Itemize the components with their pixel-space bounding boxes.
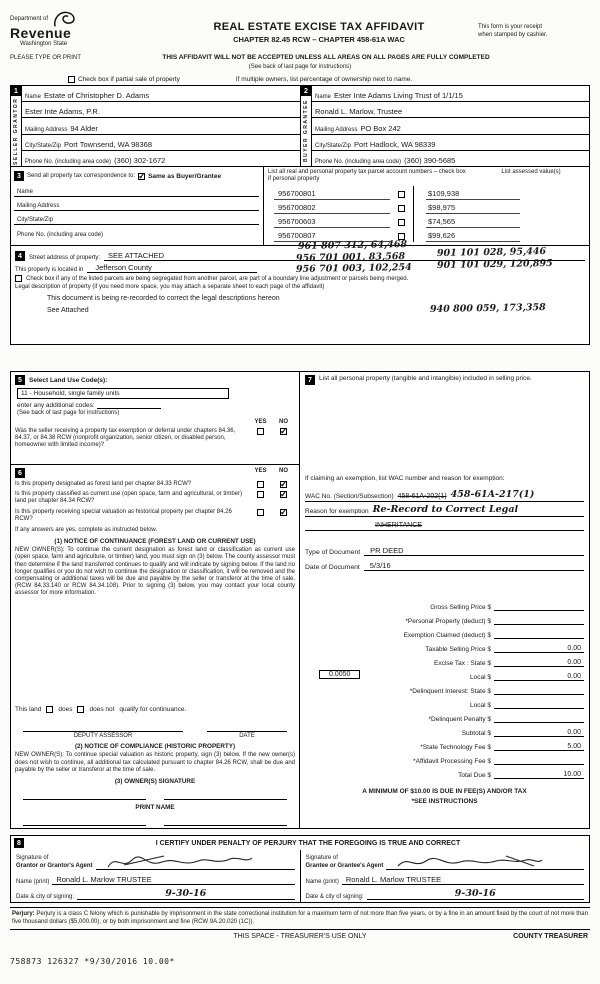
parcel-row (264, 214, 589, 228)
fee-value-field[interactable] (494, 708, 584, 709)
name-print-label: Name (print) (16, 879, 50, 885)
rerecord-note: This document is being re-recorded to correct the legal descriptions hereon (47, 295, 280, 302)
fee-label: *Personal Property (deduct) $ (405, 618, 491, 625)
seller-name-label: Name (25, 94, 42, 101)
seller-mailing-label: Mailing Address (25, 126, 68, 133)
deferral-question: Was the seller receiving a property tax exemption or deferral under chapters 84.36, 84.37, or 84.38 RCW (nonprofit organization, senior citizen, or disabled person, homeowner with limited income)? (15, 428, 236, 449)
legal-description-label: Legal description of property (if you need more space, you may attach a separate sheet to each page of the affidavit) (15, 284, 325, 290)
forest-land-question: Is this property designated as forest land per chapter 84.33 RCW? (15, 481, 192, 487)
revenue-label: Revenue (10, 25, 72, 41)
grantee-name-field[interactable]: Ronald L. Marlow TRUSTEE (342, 875, 584, 885)
grantee-signature-field[interactable] (386, 854, 584, 870)
receipt-note-line1: This form is your receipt (478, 24, 543, 30)
grantor-signature-block (11, 850, 300, 902)
historic-no-checkbox[interactable] (280, 509, 287, 516)
fee-value-field[interactable]: 0.00 (494, 645, 584, 653)
fee-row (305, 765, 584, 779)
date-city-label: Date & city of signing: (16, 894, 75, 900)
additional-codes-row (17, 401, 295, 409)
buyer-city-field[interactable]: Port Hadlock, WA 98339 (354, 139, 436, 149)
fee-row (305, 653, 584, 667)
print-name-title: PRINT NAME (135, 804, 175, 811)
local-rate-box: 0.0050 (319, 670, 360, 679)
wac-label: WAC No. (Section/Subsection) (305, 493, 394, 500)
section6-badge: 6 (15, 468, 25, 478)
wac-field[interactable]: 458-61A-217(1) (450, 489, 535, 500)
seller-city-field[interactable]: Port Townsend, WA 98368 (64, 139, 152, 149)
fee-value-field[interactable]: 0.00 (494, 673, 584, 681)
buyer-phone-label: Phone No. (including area code) (315, 159, 402, 166)
reason-field[interactable]: Re-Record to Correct Legal (372, 504, 519, 515)
current-use-question: Is this property classified as current use (open space, farm and agricultural, or timber) land per chapter 84.34 RCW? (15, 491, 243, 505)
grantee-signature-ink (394, 852, 544, 872)
parcel-numbers-header: List all real and personal property tax parcel account numbers – check box if personal property (268, 169, 466, 183)
buyer-mailing-field[interactable]: PO Box 242 (360, 123, 401, 133)
section5-see-back: (See back of last page for instructions) (17, 410, 120, 416)
fee-value-field[interactable] (494, 764, 584, 765)
fee-value-field[interactable] (494, 624, 584, 625)
perjury-notice (10, 907, 590, 930)
fee-value-field[interactable]: 5.00 (494, 743, 584, 751)
fee-label: Total Due $ (458, 772, 491, 779)
fee-label: *Affidavit Processing Fee $ (413, 758, 491, 765)
buyer-name2-row (312, 102, 589, 118)
personal-property-label: List all personal property (tangible and intangible) included in selling price. (319, 375, 532, 382)
buyer-name-label: Name (315, 94, 332, 101)
buyer-city-label: City/State/Zip (315, 142, 352, 149)
current-use-no-checkbox[interactable] (280, 491, 287, 498)
no-header: NO (279, 419, 288, 425)
deputy-assessor-label: DEPUTY ASSESSOR (73, 733, 133, 740)
buyer-section (300, 85, 590, 167)
fee-row (305, 639, 584, 653)
parcel-row (264, 200, 589, 214)
handwritten-parcel: 901 101 029, 120,895 (436, 257, 553, 272)
personal-property-checkbox[interactable] (398, 205, 405, 212)
segregated-label: Check box if any of the listed parcels are being segregated from another parcel, are part of a boundary line adjustment or parcels being merged. (26, 275, 409, 282)
fee-label: Gross Selling Price $ (430, 604, 491, 611)
date-of-document-field[interactable]: 5/3/16 (364, 561, 584, 571)
minimum-due-note: A MINIMUM OF $10.00 IS DUE IN FEE(S) AND/OR TAX (362, 788, 527, 795)
owner-signature-line[interactable] (23, 789, 146, 800)
parcel-number-field[interactable]: 956700603 (274, 217, 390, 228)
fee-label: Subtotal $ (461, 730, 491, 737)
notice-continuance-title: (1) NOTICE OF CONTINUANCE (FOREST LAND OR CURRENT USE) (54, 538, 256, 546)
parcel-number-field[interactable]: 956700801 (274, 189, 390, 200)
seller-mailing-row (22, 118, 300, 134)
fee-label: Excise Tax : State $ (434, 660, 491, 667)
assessed-value-field[interactable]: $109,938 (426, 189, 520, 200)
fee-row (305, 737, 584, 751)
dept-of-label: Department of (10, 16, 49, 22)
exemption-intro: If claiming an exemption, list WAC number and reason for exemption: (305, 475, 505, 482)
parcel-row (264, 186, 589, 200)
fee-value-field[interactable] (494, 694, 584, 695)
section1-badge: 1 (11, 86, 21, 96)
perjury-lead: Perjury: (12, 911, 35, 917)
type-of-document-label: Type of Document (305, 549, 361, 556)
certification-section (10, 835, 590, 903)
does-not-label: does not (89, 706, 115, 714)
buyer-mailing-label: Mailing Address (315, 126, 358, 133)
washington-state-label: Washington State (20, 41, 68, 47)
corr-name-label: Name (17, 189, 34, 195)
grantor-agent-label: Grantor or Grantor's Agent (16, 862, 93, 869)
grantor-signature-ink (104, 852, 254, 872)
fee-row (305, 681, 584, 695)
section2-badge: 2 (301, 86, 311, 96)
fee-row (305, 695, 584, 709)
fee-label: Local $ (470, 674, 491, 681)
name-print-label: Name (print) (305, 879, 339, 885)
land-use-code-field[interactable]: 11 - Household, single family units (17, 388, 229, 399)
designation-section (10, 464, 300, 829)
grantor-signature-field[interactable] (96, 854, 295, 870)
section7-badge: 7 (305, 375, 315, 385)
parcel-number-field[interactable]: 956700802 (274, 203, 390, 214)
receipt-note-line2: when stamped by cashier. (478, 32, 548, 39)
seller-phone-field[interactable]: (360) 302-1672 (114, 156, 166, 166)
fee-label: *Delinquent Interest: State $ (409, 688, 491, 695)
tax-computation-section (300, 371, 590, 829)
fee-row (305, 625, 584, 639)
seller-name-row (22, 86, 300, 102)
date-city-label: Date & city of signing: (305, 894, 364, 900)
buyer-grantee-side-label: BUYER GRANTEE (303, 99, 309, 163)
fee-label: *State Technology Fee $ (420, 744, 491, 751)
personal-property-checkbox[interactable] (398, 191, 405, 198)
seller-name-field[interactable]: Estate of Christopher D. Adams (44, 91, 150, 101)
signature-of-label: Signature of (305, 855, 338, 861)
seller-mailing-field[interactable]: 94 Alder (70, 123, 98, 133)
land-does-not-checkbox[interactable] (77, 706, 84, 713)
owner-signature-line[interactable] (164, 789, 287, 800)
corr-city-label: City/State/Zip (17, 217, 54, 223)
form-title: REAL ESTATE EXCISE TAX AFFIDAVIT (213, 21, 425, 33)
acceptance-warning: THIS AFFIDAVIT WILL NOT BE ACCEPTED UNLESS ALL AREAS ON ALL PAGES ARE FULLY COMPLETED (162, 54, 490, 61)
section5-badge: 5 (15, 375, 25, 385)
street-address-field[interactable]: SEE ATTACHED (104, 251, 585, 261)
if-yes-instruction: If any answers are yes, complete as instructed below. (15, 526, 158, 533)
fee-value-field[interactable]: 10.00 (494, 771, 584, 779)
fee-row (305, 597, 584, 611)
seller-name2-row (22, 102, 300, 118)
land-use-label: Select Land Use Code(s): (29, 376, 108, 384)
fee-label: Taxable Selling Price $ (425, 646, 491, 653)
fee-label: *Delinquent Penalty $ (428, 716, 491, 723)
buyer-city-row (312, 135, 589, 151)
this-land-label: This land (15, 706, 42, 714)
multiple-owners-note: If multiple owners, list percentage of ownership next to name. (235, 76, 413, 83)
seller-section (10, 85, 300, 167)
same-as-buyer-checkbox[interactable] (138, 173, 145, 180)
deferral-no-checkbox[interactable] (280, 428, 287, 435)
buyer-name-row (312, 86, 589, 102)
personal-property-checkbox[interactable] (398, 219, 405, 226)
fee-value-field[interactable] (494, 638, 584, 639)
certify-statement: I CERTIFY UNDER PENALTY OF PERJURY THAT THE FOREGOING IS TRUE AND CORRECT (155, 839, 461, 847)
fee-value-field[interactable]: 0.00 (494, 729, 584, 737)
partial-sale-checkbox[interactable] (68, 76, 75, 83)
see-instructions-note: *SEE INSTRUCTIONS (411, 798, 478, 806)
please-type-label: PLEASE TYPE OR PRINT (10, 55, 81, 61)
see-back-note: (See back of last page for instructions) (248, 64, 352, 70)
street-address-label: Street address of property: (29, 255, 101, 261)
cashier-stamp: 758873 126327 *9/30/2016 10.00* (10, 957, 175, 966)
seller-city-row (22, 135, 300, 151)
assessed-value-field[interactable]: $98,975 (426, 203, 520, 214)
fee-value-field[interactable]: 0.00 (494, 659, 584, 667)
revenue-logo (10, 6, 160, 54)
section3-badge: 3 (14, 171, 24, 181)
assessed-value-field[interactable]: $74,565 (426, 217, 520, 228)
grantee-date-field[interactable]: 9-30-16 (367, 888, 584, 900)
segregated-checkbox[interactable] (15, 275, 22, 282)
notice-compliance-body: NEW OWNER(S): To continue special valuation as historic property, sign (3) below. If the new owner(s) does not wish to continue, all additional tax calculated pursuant to chapter 84.26 RCW, shall be due and payable by the seller or transferor at the time of sale. (15, 752, 295, 773)
grantee-signature-block (300, 850, 590, 902)
yes-header: YES (254, 419, 267, 425)
corr-mailing-row (14, 197, 259, 211)
reason-label: Reason for exemption (305, 508, 369, 515)
form-chapter: CHAPTER 82.45 RCW – CHAPTER 458-61A WAC (233, 35, 405, 44)
additional-codes-label: enter any additional codes: (17, 402, 95, 409)
notice-compliance-title: (2) NOTICE OF COMPLIANCE (HISTORIC PROPERTY) (74, 743, 236, 751)
signature-of-label: Signature of (16, 855, 49, 861)
deputy-assessor-signature-line[interactable] (23, 721, 183, 732)
date-of-document-label: Date of Document (305, 564, 360, 571)
send-correspondence-label: Send all property tax correspondence to: (27, 173, 136, 179)
does-label: does (58, 706, 73, 714)
no-header: NO (279, 468, 288, 474)
fee-value-field[interactable] (494, 610, 584, 611)
located-in-label: This property is located in (15, 267, 84, 273)
section8-badge: 8 (14, 838, 24, 848)
section4-badge: 4 (15, 251, 25, 261)
corr-city-row (14, 211, 259, 225)
corr-phone-row (14, 225, 259, 239)
owners-signature-title: (3) OWNER(S) SIGNATURE (114, 778, 196, 785)
partial-sale-label: Check box if partial sale of property (78, 76, 180, 83)
corr-phone-label: Phone No. (including area code) (17, 232, 104, 238)
handwritten-parcel: 901 101 028, 95,446 (436, 246, 547, 259)
buyer-phone-row (312, 151, 589, 166)
handwritten-parcel: 956 701 001, 83,568 (295, 251, 406, 264)
county-treasurer-label: COUNTY TREASURER (513, 933, 588, 940)
see-attached-note: See Attached (47, 307, 89, 314)
reason-crossed-value: INHERITANCE (375, 522, 422, 529)
deferral-yes-checkbox[interactable] (257, 428, 264, 435)
perjury-text: Perjury is a class C felony which is punishable by imprisonment in the state correctional institution for a maximum term of not more than five years, or by a fine in an amount fixed by the court of not more than five thousand dollars ($5,000.00), or by both imprisonment and fine (RCW 9A.20.020 (1C)). (12, 911, 588, 925)
grantee-agent-label: Grantee or Grantee's Agent (305, 862, 384, 869)
assessed-values-header: List assessed value(s) (501, 169, 561, 175)
owner-print-name-line[interactable] (23, 815, 146, 826)
handwritten-legal-parcel: 940 800 059, 173,358 (429, 301, 546, 316)
same-as-buyer-label: Same as Buyer/Grantee (148, 172, 222, 180)
buyer-phone-field[interactable]: (360) 390-5685 (404, 156, 456, 166)
fee-row (305, 709, 584, 723)
form-header (10, 6, 590, 54)
type-of-document-field[interactable]: PR DEED (364, 546, 584, 556)
seller-grantor-side-label: SELLER GRANTOR (13, 97, 19, 165)
current-use-yes-checkbox[interactable] (257, 491, 264, 498)
corr-mailing-label: Mailing Address (17, 203, 60, 209)
land-use-section (10, 371, 300, 465)
qualify-label: qualify for continuance. (119, 706, 187, 714)
deputy-date-line[interactable] (207, 721, 287, 732)
notice-continuance-body: NEW OWNER(S): To continue the current designation as forest land or classification as current use (open space, farm and agriculture, or timber) land, you must sign on (3) below. The county assessor must then determine if the land transferred continues to qualify and will indicate by signing below. If the land no longer qualifies or you do not wish to continue the designation or classification, it will be removed and the compensating or additional taxes will be due and payable by the seller or transferor at the time of sale. (RCW 84.33.140 or RCW 84.34.108). Prior to signing (3) below, you may contact your local county assessor for more information. (15, 547, 295, 597)
treasurer-space-label: THIS SPACE - TREASURER'S USE ONLY (233, 933, 367, 940)
seller-city-label: City/State/Zip (25, 142, 62, 149)
fee-row (305, 723, 584, 737)
seller-phone-row (22, 151, 300, 166)
fee-row (305, 751, 584, 765)
grantor-name-field[interactable]: Ronald L. Marlow TRUSTEE (52, 875, 294, 885)
seller-phone-label: Phone No. (including area code) (25, 159, 112, 166)
yes-header: YES (254, 468, 267, 474)
historic-yes-checkbox[interactable] (257, 509, 264, 516)
additional-codes-field[interactable] (97, 401, 161, 409)
historic-question: Is this property receiving special valuation as historical property per chapter 84.26 RCW? (15, 508, 232, 522)
forest-no-checkbox[interactable] (280, 481, 287, 488)
owner-print-name-line[interactable] (164, 815, 287, 826)
parcel-number-field[interactable]: 956700807 (274, 231, 390, 242)
fee-value-field[interactable] (494, 722, 584, 723)
buyer-name-field[interactable]: Ester Inte Adams Living Trust of 1/1/15 (334, 91, 463, 101)
land-does-checkbox[interactable] (46, 706, 53, 713)
fee-row (305, 611, 584, 625)
assessed-value-field[interactable]: $99,626 (426, 231, 520, 242)
grantor-date-field[interactable]: 9-30-16 (77, 888, 294, 900)
handwritten-parcel: 961 807 312, 64,468 (297, 239, 408, 252)
handwritten-parcel: 956 701 003, 102,254 (295, 261, 412, 276)
seller-name2-field[interactable]: Ester Inte Adams, P.R. (25, 107, 100, 117)
buyer-mailing-row (312, 118, 589, 134)
deputy-date-label: DATE (239, 733, 255, 740)
corr-name-row (14, 183, 259, 197)
fee-label: Exemption Claimed (deduct) $ (403, 632, 491, 639)
county-field[interactable]: Jefferson County (87, 263, 257, 273)
forest-yes-checkbox[interactable] (257, 481, 264, 488)
tax-correspondence-section (10, 166, 590, 246)
fee-row-local-rate (305, 667, 584, 681)
fee-label: Local $ (470, 702, 491, 709)
buyer-name2-field[interactable]: Ronald L. Marlow, Trustee (315, 107, 403, 117)
receipt-note (478, 6, 590, 54)
wac-crossed-value: 458-61A-202(1) (397, 493, 447, 500)
